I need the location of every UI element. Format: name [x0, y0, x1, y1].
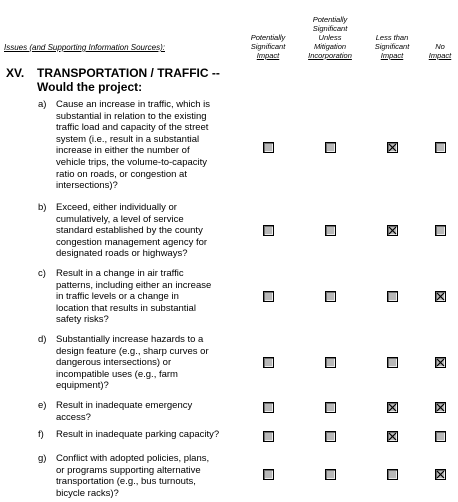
checkbox-mitigation-incorporation[interactable] [325, 225, 336, 236]
issues-header: Issues (and Supporting Information Sources): [4, 43, 165, 52]
checkbox-less-than-significant[interactable] [387, 225, 398, 236]
column-header-line: Significant [312, 24, 348, 33]
question-line: Cause an increase in traffic, which is [56, 99, 211, 110]
column-header-line: No [435, 42, 445, 51]
column-header-line: Less than [375, 33, 409, 42]
check-x-icon [436, 292, 445, 301]
question-line: increase in either the number of [56, 145, 190, 157]
check-x-icon [388, 403, 397, 412]
checkbox-potentially-significant[interactable] [263, 291, 274, 302]
question-text [56, 400, 246, 423]
question-text [56, 268, 246, 326]
check-x-icon [388, 143, 397, 152]
column-header-line: Unless [318, 33, 342, 42]
checkbox-potentially-significant[interactable] [263, 469, 274, 480]
question-line: patterns, including either an increase [56, 279, 212, 291]
column-header-4 [400, 0, 458, 60]
checkbox-no-impact[interactable] [435, 291, 446, 302]
question-line: traffic load and capacity of the street [56, 122, 209, 134]
question-letter: g) [38, 453, 47, 464]
checkbox-mitigation-incorporation[interactable] [325, 142, 336, 153]
question-line: equipment)? [56, 380, 109, 392]
question-line: Result in a change in air traffic [56, 268, 184, 279]
column-header-line: Potentially [250, 33, 286, 42]
checkbox-less-than-significant[interactable] [387, 357, 398, 368]
question-line: dangerous intersections) or [56, 357, 172, 369]
checkbox-no-impact[interactable] [435, 225, 446, 236]
check-x-icon [436, 470, 445, 479]
question-line: transportation (e.g., bus turnouts, [56, 476, 196, 488]
question-line: access? [56, 411, 91, 423]
question-line: vehicle trips, the volume-to-capacity [56, 156, 208, 168]
checkbox-potentially-significant[interactable] [263, 402, 274, 413]
question-letter: f) [38, 429, 44, 440]
question-line: intersections)? [56, 180, 118, 192]
question-text [56, 202, 246, 260]
question-line: Result in inadequate parking capacity? [56, 429, 220, 440]
column-header-line: Significant [250, 42, 286, 51]
question-letter: c) [38, 268, 46, 279]
question-letter: e) [38, 400, 47, 411]
question-line: or programs supporting alternative [56, 464, 201, 476]
column-header-line: Significant [374, 42, 410, 51]
question-line: cumulatively, a level of service [56, 213, 184, 225]
checkbox-mitigation-incorporation[interactable] [325, 431, 336, 442]
checkbox-potentially-significant[interactable] [263, 431, 274, 442]
check-x-icon [388, 226, 397, 235]
question-letter: d) [38, 334, 47, 345]
checkbox-less-than-significant[interactable] [387, 142, 398, 153]
question-line: congestion management agency for [56, 236, 208, 248]
section-number: XV. [6, 66, 25, 80]
column-header-line: Mitigation [313, 42, 347, 51]
check-x-icon [388, 432, 397, 441]
question-line: safety risks? [56, 314, 109, 326]
checkbox-no-impact[interactable] [435, 469, 446, 480]
column-header-underlined: Impact [256, 51, 280, 60]
question-letter: b) [38, 202, 47, 213]
checkbox-less-than-significant[interactable] [387, 402, 398, 413]
checkbox-potentially-significant[interactable] [263, 225, 274, 236]
question-line: standard established by the county [56, 225, 203, 237]
question-line: in traffic levels or a change in [56, 291, 179, 303]
question-text [56, 429, 246, 441]
question-line: location that results in substantial [56, 302, 196, 314]
checkbox-less-than-significant[interactable] [387, 469, 398, 480]
question-line: Exceed, either individually or [56, 202, 177, 213]
checkbox-potentially-significant[interactable] [263, 357, 274, 368]
question-line: incompatible uses (e.g., farm [56, 368, 178, 380]
checkbox-mitigation-incorporation[interactable] [325, 469, 336, 480]
question-text [56, 99, 246, 192]
checkbox-no-impact[interactable] [435, 357, 446, 368]
column-header-line: Potentially [312, 15, 348, 24]
check-x-icon [436, 358, 445, 367]
question-line: ratio on roads, or congestion at [56, 168, 187, 180]
question-line: Substantially increase hazards to a [56, 334, 204, 345]
question-line: designated roads or highways? [56, 248, 188, 260]
question-line: system (i.e., result in a substantial [56, 133, 200, 145]
checkbox-mitigation-incorporation[interactable] [325, 402, 336, 413]
section-title: TRANSPORTATION / TRAFFIC -- Would the project: [37, 66, 220, 94]
question-line: Conflict with adopted policies, plans, [56, 453, 210, 464]
checkbox-mitigation-incorporation[interactable] [325, 357, 336, 368]
checkbox-less-than-significant[interactable] [387, 431, 398, 442]
checkbox-less-than-significant[interactable] [387, 291, 398, 302]
question-line: design feature (e.g., sharp curves or [56, 345, 209, 357]
checkbox-mitigation-incorporation[interactable] [325, 291, 336, 302]
checkbox-potentially-significant[interactable] [263, 142, 274, 153]
question-text [56, 453, 246, 499]
check-x-icon [436, 403, 445, 412]
column-header-underlined: Impact [428, 51, 452, 60]
checkbox-no-impact[interactable] [435, 402, 446, 413]
question-text [56, 334, 246, 392]
question-line: bicycle racks)? [56, 487, 119, 499]
question-letter: a) [38, 99, 47, 110]
question-line: substantial in relation to the existing [56, 110, 207, 122]
checkbox-no-impact[interactable] [435, 142, 446, 153]
column-header-underlined: Incorporation [308, 51, 352, 60]
checkbox-no-impact[interactable] [435, 431, 446, 442]
question-line: Result in inadequate emergency [56, 400, 193, 411]
column-header-underlined: Impact [380, 51, 404, 60]
